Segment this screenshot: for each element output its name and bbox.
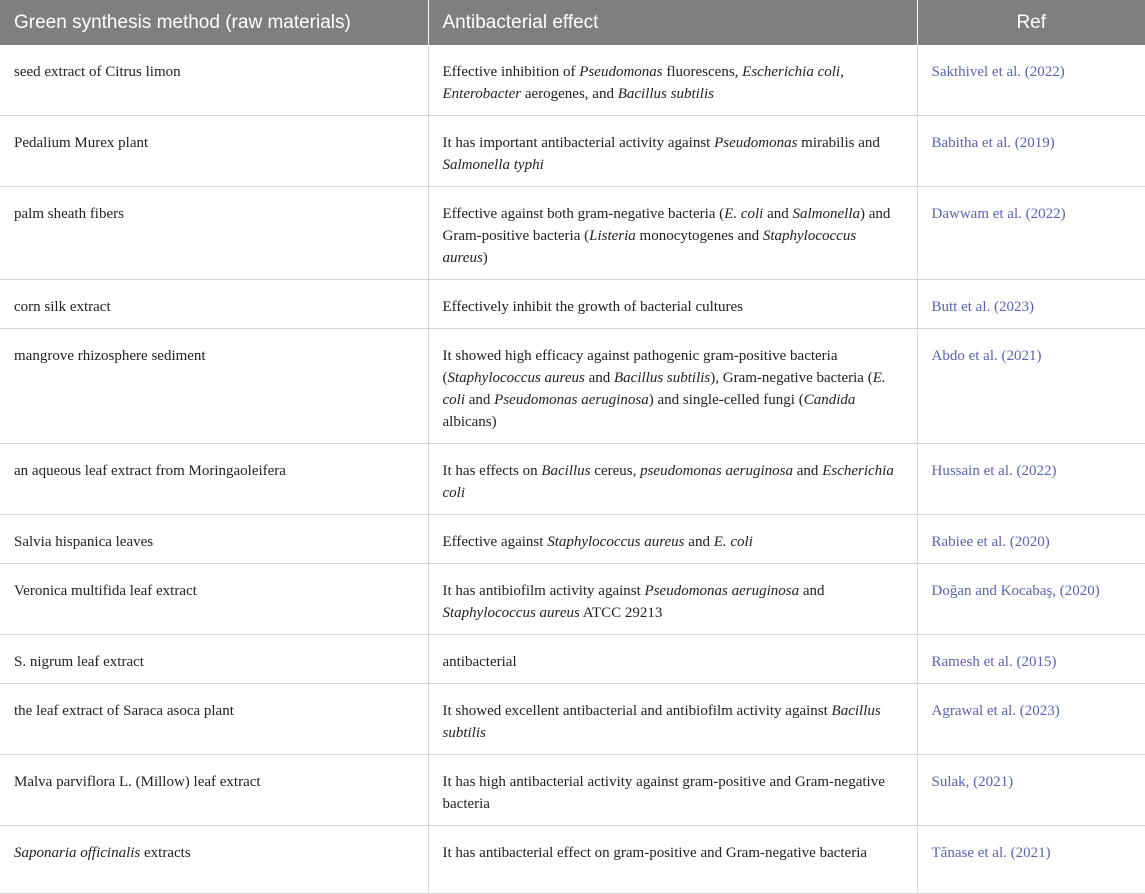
table-body [0, 45, 1145, 894]
italic-term: Candida [803, 392, 856, 408]
header-ref: Ref [917, 0, 1145, 45]
table-row [0, 45, 1145, 116]
ref-link[interactable]: Hussain et al. (2022) [917, 444, 1145, 515]
ref-link[interactable]: Rabiee et al. (2020) [917, 515, 1145, 564]
italic-term: Staphylococcus aureus [442, 228, 857, 266]
method-cell: Salvia hispanica leaves [0, 515, 428, 564]
italic-term: Bacillus subtilis [614, 370, 711, 386]
italic-term: Bacillus [541, 463, 591, 479]
effect-cell: It showed excellent antibacterial and antibiofilm activity against Bacillus subtilis [428, 684, 917, 755]
italic-term: Bacillus subtilis [617, 86, 714, 102]
ref-link[interactable]: Dawwam et al. (2022) [917, 187, 1145, 280]
italic-term: Salmonella [792, 206, 861, 222]
italic-term: Enterobacter [442, 86, 522, 102]
italic-term: Staphylococcus aureus [447, 370, 585, 386]
ref-link[interactable]: Agrawal et al. (2023) [917, 684, 1145, 755]
ref-link[interactable]: Doğan and Kocabaş, (2020) [917, 564, 1145, 635]
italic-term: Pseudomonas [579, 64, 663, 80]
italic-term: Bacillus subtilis [442, 703, 881, 741]
italic-term: Escherichia coli [742, 64, 841, 80]
table-row [0, 755, 1145, 826]
italic-term: Pseudomonas aeruginosa [494, 392, 649, 408]
method-cell: the leaf extract of Saraca asoca plant [0, 684, 428, 755]
effect-cell: Effective against Staphylococcus aureus and E. coli [428, 515, 917, 564]
effect-cell: Effectively inhibit the growth of bacterial cultures [428, 280, 917, 329]
ref-link[interactable]: Tănase et al. (2021) [917, 826, 1145, 894]
method-cell: S. nigrum leaf extract [0, 635, 428, 684]
effect-cell: It showed high efficacy against pathogenic gram-positive bacteria (Staphylococcus aureus and Bacillus subtilis), Gram-negative bacteria (E. coli and Pseudomonas aeruginosa) and single-celled fungi (Candida albicans) [428, 329, 917, 444]
table-row [0, 635, 1145, 684]
ref-link[interactable]: Ramesh et al. (2015) [917, 635, 1145, 684]
italic-term: Escherichia coli [442, 463, 894, 501]
italic-term: Listeria [589, 228, 636, 244]
method-cell: Saponaria officinalis extracts [0, 826, 428, 894]
table-header [0, 0, 1145, 45]
effect-cell: Effective against both gram-negative bacteria (E. coli and Salmonella) and Gram-positive bacteria (Listeria monocytogenes and Staphylococcus aureus) [428, 187, 917, 280]
ref-link[interactable]: Sakthivel et al. (2022) [917, 45, 1145, 116]
effect-cell: Effective inhibition of Pseudomonas fluorescens, Escherichia coli, Enterobacter aerogenes, and Bacillus subtilis [428, 45, 917, 116]
method-cell: corn silk extract [0, 280, 428, 329]
italic-term: E. coli [713, 534, 753, 550]
italic-term: Pseudomonas [714, 135, 798, 151]
italic-term: pseudomonas aeruginosa [640, 463, 794, 479]
italic-term: Staphylococcus aureus [442, 605, 580, 621]
ref-link[interactable]: Abdo et al. (2021) [917, 329, 1145, 444]
header-effect: Antibacterial effect [428, 0, 917, 45]
effect-cell: It has important antibacterial activity against Pseudomonas mirabilis and Salmonella typhi [428, 116, 917, 187]
effect-cell: antibacterial [428, 635, 917, 684]
table-row [0, 187, 1145, 280]
italic-term: Salmonella typhi [442, 157, 544, 173]
table-row [0, 826, 1145, 894]
italic-term: Staphylococcus aureus [547, 534, 685, 550]
effect-cell: It has high antibacterial activity against gram-positive and Gram-negative bacteria [428, 755, 917, 826]
effect-cell: It has antibacterial effect on gram-positive and Gram-negative bacteria [428, 826, 917, 894]
method-cell: an aqueous leaf extract from Moringaoleifera [0, 444, 428, 515]
ref-link[interactable]: Sulak, (2021) [917, 755, 1145, 826]
method-cell: Malva parviflora L. (Millow) leaf extract [0, 755, 428, 826]
table-row [0, 564, 1145, 635]
table-row [0, 116, 1145, 187]
italic-term: Pseudomonas aeruginosa [644, 583, 800, 599]
method-cell: palm sheath fibers [0, 187, 428, 280]
method-cell: seed extract of Citrus limon [0, 45, 428, 116]
ref-link[interactable]: Butt et al. (2023) [917, 280, 1145, 329]
table-row [0, 329, 1145, 444]
table-row [0, 515, 1145, 564]
effect-cell: It has antibiofilm activity against Pseudomonas aeruginosa and Staphylococcus aureus ATCC 29213 [428, 564, 917, 635]
italic-term: E. coli [724, 206, 764, 222]
method-cell: Veronica multifida leaf extract [0, 564, 428, 635]
header-method: Green synthesis method (raw materials) [0, 0, 428, 45]
ref-link[interactable]: Babitha et al. (2019) [917, 116, 1145, 187]
method-cell: Pedalium Murex plant [0, 116, 428, 187]
method-cell: mangrove rhizosphere sediment [0, 329, 428, 444]
table-row [0, 684, 1145, 755]
italic-term: Saponaria officinalis [14, 845, 141, 861]
italic-term: E. coli [442, 370, 886, 408]
effect-cell: It has effects on Bacillus cereus, pseudomonas aeruginosa and Escherichia coli [428, 444, 917, 515]
table-row [0, 280, 1145, 329]
header-row [0, 0, 1145, 45]
table-row [0, 444, 1145, 515]
